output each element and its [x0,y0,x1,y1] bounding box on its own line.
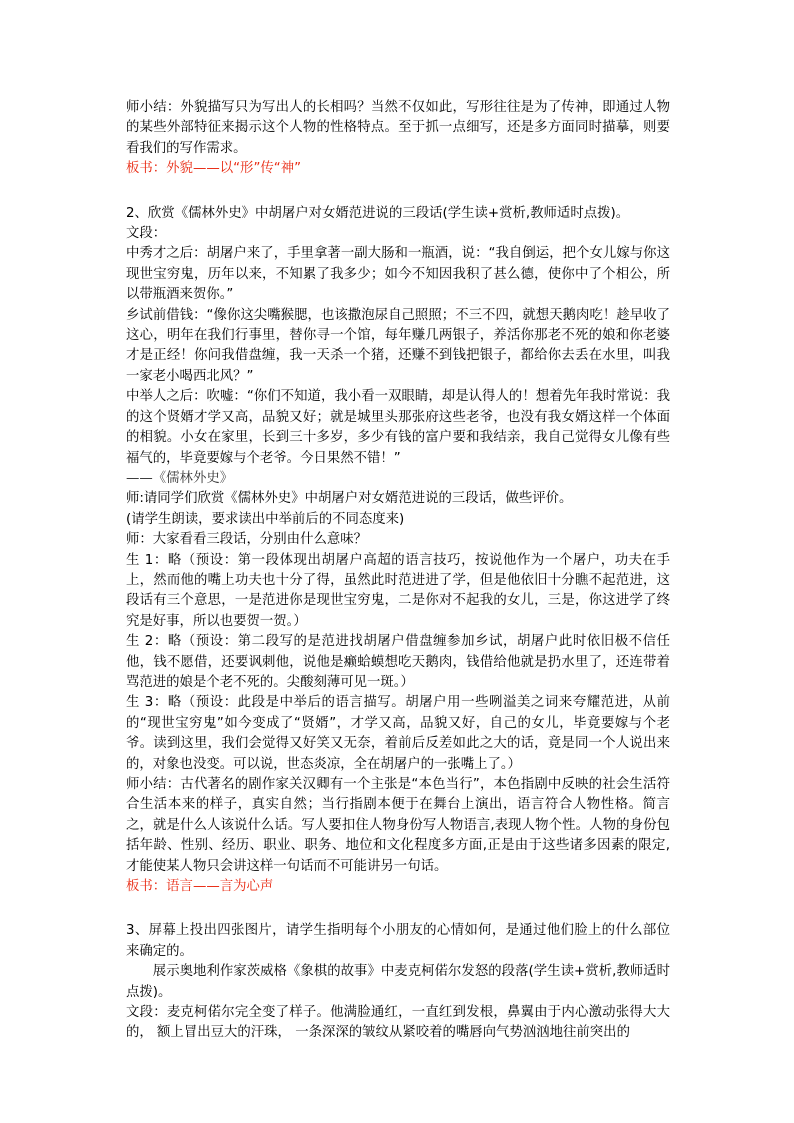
student-answer-3: 生 3：略（预设：此段是中举后的语言描写。胡屠户用一些咧溢美之词来夸耀范进，从前的“现世宝穷鬼”如今变成了“贤婿”，才学又高，品貌又好，自己的女儿，毕竟要嫁与个老爷。读到这里，我们会觉得又好笑又无奈，着前后反差如此之大的话，竟是同一个人说出来的，对象也没变。可以说，世态炎凉，全在胡屠户的一张嘴上了。） [126,695,670,772]
board-note-appearance: 板书：外貌——以“形”传“神” [126,161,302,177]
passage-after-xiucai: 中秀才之后：胡屠户来了，手里拿著一副大肠和一瓶酒，说：“我自倒运，把个女儿嫁与你这现世宝穷鬼，历年以来，不知累了我多少；如今不知因我积了甚么德，使你中了个相公，所以带瓶酒来贺你。” [126,246,670,303]
section3-heading: 3、屏幕上投出四张图片，请学生指明每个小朋友的心情如何，是通过他们脸上的什么部位来确定的。 [126,923,670,959]
section-gap [126,180,670,204]
reading-instruction: (请学生朗读，要求读出中举前后的不同态度来) [126,511,405,527]
document-page [126,98,670,1044]
passage-after-juren: 中举人之后：吹嘘：“你们不知道，我小看一双眼睛，却是认得人的！想着先年我时常说：我的这个贤婿才学又高，品貌又好；就是城里头那张府这些老爷，也没有我女婿这样一个体面的相貌。小女在家里，长到三十多岁，多少有钱的富户要和我结亲，我自己觉得女儿像有些福气的，毕竟要嫁与个老爷。今日果然不错！” [126,389,670,466]
passage-label: 文段： [126,226,167,242]
teacher-summary-language: 师小结：古代著名的剧作家关汉卿有一个主张是“本色当行”，本色指剧中反映的社会生活符合生活本来的样子，真实自然；当行指剧本便于在舞台上演出，语言符合人物性格。简言之，就是什么人该说什么话。写人要扣住人物身份写人物语言,表现人物个性。人物的身份包括年龄、性别、经历、职业、职务、地位和文化程度多方面,正是由于这些诸多因素的限定,才能使某人物只会讲这样一句话而不可能讲另一句话。 [126,777,670,874]
teacher-prompt-1: 师:请同学们欣赏《儒林外史》中胡屠户对女婿范进说的三段话，做些评价。 [126,491,573,507]
student-answer-1: 生 1：略（预设：第一段体现出胡屠户高超的语言技巧，按说他作为一个屠户，功夫在手上，然而他的嘴上功夫也十分了得，虽然此时范进进了学，但是他依旧十分瞧不起范进，这段话有三个意思，一是范进你是现世宝穷鬼，二是你对不起我的女儿，三是，你这进学了终究是好事，所以也要贺一贺。） [126,552,670,629]
board-note-language: 板书：语言——言为心声 [126,879,274,895]
section3-passage: 文段：麦克柯偌尔完全变了样子。他满脸通红，一直红到发根，鼻翼由于内心激动张得大大的， 额上冒出豆大的汗珠， 一条深深的皱纹从紧咬着的嘴唇向气势汹汹地往前突出的 [126,1005,670,1041]
section-gap [126,897,670,921]
passage-source: ——《儒林外史》 [126,470,234,486]
passage-borrowing-money: 乡试前借钱：“像你这尖嘴猴腮，也该撒泡尿自己照照；不三不四，就想天鹅肉吃！趁早收了这心，明年在我们行事里，替你寻一个馆，每年赚几两银子，养活你那老不死的娘和你老婆才是正经！你问我借盘缠，我一天杀一个猪，还赚不到钱把银子，都给你去丢在水里，叫我一家老小喝西北风？” [126,307,670,384]
student-answer-2: 生 2：略（预设：第二段写的是范进找胡屠户借盘缠参加乡试，胡屠户此时依旧极不信任他，钱不愿借，还要讽刺他，说他是癞蛤蟆想吃天鹅肉，钱借给他就是扔水里了，还连带着骂范进的娘是个老不死的。尖酸刻薄可见一斑。） [126,634,670,690]
section3-intro: 展示奥地利作家茨威格《象棋的故事》中麦克柯偌尔发怒的段落(学生读+赏析,教师适时点拨)。 [126,964,670,1000]
teacher-prompt-2: 师：大家看看三段话，分别由什么意味？ [126,532,368,548]
teacher-summary-appearance: 师小结：外貌描写只为写出人的长相吗？当然不仅如此，写形往往是为了传神，即通过人物的某些外部特征来揭示这个人物的性格特点。至于抓一点细写，还是多方面同时描摹，则要看我们的写作需求。 [126,100,670,156]
section2-heading: 2、欣赏《儒林外史》中胡屠户对女婿范进说的三段话(学生读+赏析,教师适时点拨)。 [126,205,630,221]
